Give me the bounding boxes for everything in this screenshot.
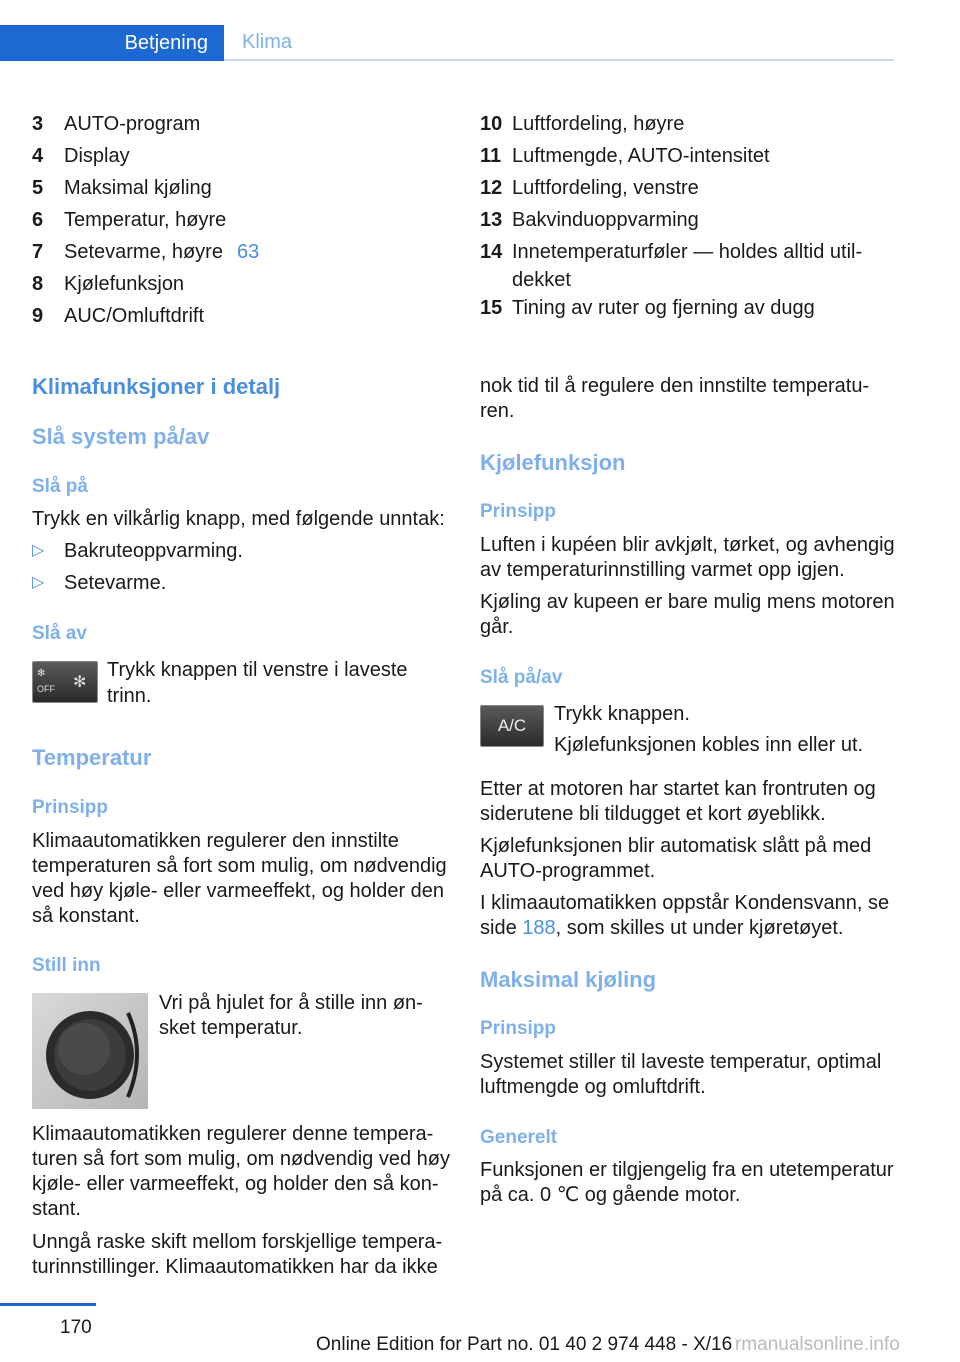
- text-kjoling: [480, 590, 910, 640]
- legend-text: Luftmengde, AUTO-intensitet: [512, 145, 770, 167]
- legend-number: 4: [32, 145, 44, 167]
- text-line: sket temperatur.: [159, 1017, 303, 1039]
- legend-number: 12: [480, 177, 503, 199]
- text-line: stant.: [32, 1198, 81, 1220]
- edition-line: Online Edition for Part no. 01 40 2 974 448 - X/16: [316, 1334, 733, 1355]
- triangle-bullet-icon: ▷: [32, 574, 45, 591]
- text-line: så konstant.: [32, 905, 140, 927]
- text-line: Funksjonen er tilgjengelig fra en utetemperatur: [480, 1159, 894, 1181]
- legend-number: 6: [32, 209, 44, 231]
- legend-number: 9: [32, 305, 44, 327]
- legend-item: [480, 140, 900, 172]
- legend-text: Luftfordeling, venstre: [512, 177, 699, 199]
- heading-klimafunksjoner: Klimafunksjoner i detalj: [32, 374, 281, 399]
- text-systemet: [480, 1050, 910, 1100]
- legend-item: [32, 108, 452, 140]
- fan-off-button-image: [32, 661, 98, 703]
- heading-kjolefunksjon: Kjølefunksjon: [480, 450, 626, 475]
- text-line: av temperaturinnstilling varmet opp igjen.: [480, 559, 845, 581]
- text-line: Unngå raske skift mellom forskjellige tempera-: [32, 1231, 443, 1253]
- legend-text: Tining av ruter og fjerning av dugg: [512, 297, 815, 319]
- legend-item: [32, 140, 452, 172]
- legend-text: Maksimal kjøling: [64, 177, 212, 199]
- text-line: nok tid til å regulere den innstilte temperatu-: [480, 375, 870, 397]
- legend-item: [480, 204, 900, 236]
- text-line: Kjøling av kupeen er bare mulig mens motoren: [480, 591, 895, 613]
- text-line: I klimaautomatikken oppstår Kondensvann, se: [480, 892, 890, 914]
- ac-button-image: A/C: [480, 705, 544, 747]
- watermark: rmanualsonline.info: [735, 1334, 900, 1355]
- legend-number: 14: [480, 241, 503, 263]
- text-etter: [480, 777, 910, 827]
- legend-list-left: [32, 108, 452, 332]
- text-line: turen så fort som mulig, om nødvendig ved høy: [32, 1148, 450, 1170]
- page-number-rule: [0, 1303, 96, 1306]
- text-regulerer: [32, 1122, 462, 1222]
- legend-number: 13: [480, 209, 503, 231]
- text-line: [480, 916, 910, 941]
- heading-slaa-paa: Slå på: [32, 476, 88, 497]
- text-funksjonen: [480, 1158, 910, 1208]
- bullet-list: [32, 535, 452, 599]
- legend-text: AUTO-program: [64, 113, 201, 135]
- legend-item: [32, 204, 452, 236]
- page-number: 170: [60, 1317, 92, 1338]
- tab-klima[interactable]: Klima: [224, 25, 894, 61]
- text-line: ren.: [480, 400, 515, 422]
- text-line: siderutene bli tildugget et kort øyeblikk.: [480, 803, 826, 825]
- legend-item: [480, 292, 900, 324]
- heading-slaa-av: Slå av: [32, 623, 87, 644]
- text-line: temperaturen så fort som mulig, om nødvendig: [32, 855, 447, 877]
- legend-item: [32, 268, 452, 300]
- text-line: Vri på hjulet for å stille inn øn-: [159, 992, 423, 1014]
- legend-text: AUC/Omluftdrift: [64, 305, 205, 327]
- page-link-188[interactable]: 188: [522, 917, 556, 939]
- text-line: Klimaautomatikken regulerer denne tempera-: [32, 1123, 434, 1145]
- text-trykk: Trykk en vilkårlig knapp, med følgende unntak:: [32, 508, 445, 530]
- list-item: [32, 567, 452, 599]
- legend-text: Temperatur, høyre: [64, 209, 227, 231]
- legend-item: [32, 172, 452, 204]
- legend-number: 11: [480, 145, 502, 167]
- fan-icon: ✻: [37, 668, 46, 679]
- rotary-knob-icon: [32, 993, 148, 1109]
- legend-item: [480, 172, 900, 204]
- legend-number: 5: [32, 177, 44, 199]
- text-line: AUTO-programmet.: [480, 860, 656, 882]
- fan-icon: ✻: [73, 674, 87, 691]
- text-off-2: trinn.: [107, 685, 152, 707]
- text-line: Systemet stiller til laveste temperatur, optimal: [480, 1051, 882, 1073]
- text-ac-2: Kjølefunksjonen kobles inn eller ut.: [554, 734, 864, 756]
- text-line: turinnstillinger. Klimaautomatikken har da ikke: [32, 1256, 438, 1278]
- text-cont: [480, 374, 910, 424]
- legend-item: [32, 236, 452, 268]
- legend-text: Setevarme, høyre 63: [64, 241, 260, 263]
- text-line: Luften i kupéen blir avkjølt, tørket, og avhengig: [480, 534, 895, 556]
- text-fragment: , som skilles ut under kjøretøyet.: [555, 917, 844, 939]
- bullet-text: Setevarme.: [64, 572, 167, 594]
- heading-still-inn: Still inn: [32, 955, 101, 976]
- heading-temperatur: Temperatur: [32, 745, 152, 770]
- legend-text: Innetemperaturføler — holdes alltid util- dekket: [512, 236, 900, 292]
- legend-text-continued: dekket: [512, 269, 571, 291]
- text-line: Etter at motoren har startet kan frontruten og: [480, 778, 876, 800]
- text-line: på ca. 0 ℃ og gående motor.: [480, 1184, 741, 1206]
- legend-number: 8: [32, 273, 44, 295]
- legend-list-right: [480, 108, 900, 324]
- heading-generelt: Generelt: [480, 1127, 558, 1148]
- text-auto: [480, 834, 910, 884]
- list-item: [32, 535, 452, 567]
- text-line: kjøle- eller varmeeffekt, og holder den så kon-: [32, 1173, 439, 1195]
- heading-prinsipp: Prinsipp: [32, 797, 109, 818]
- legend-number: 7: [32, 241, 44, 263]
- page-link[interactable]: 63: [236, 241, 260, 263]
- legend-text: Luftfordeling, høyre: [512, 113, 685, 135]
- legend-text: Bakvinduoppvarming: [512, 209, 699, 231]
- text-unngaa: [32, 1230, 462, 1280]
- text-still-inn: [159, 991, 423, 1041]
- heading-system: Slå system på/av: [32, 424, 210, 449]
- legend-item: [32, 300, 452, 332]
- text-line: ved høy kjøle- eller varmeeffekt, og holder den: [32, 880, 445, 902]
- heading-prinsipp-right: Prinsipp: [480, 501, 557, 522]
- text-kondensvann: [480, 891, 910, 941]
- legend-number: 10: [480, 113, 503, 135]
- heading-slaa-paa-av: Slå på/av: [480, 667, 563, 688]
- heading-maksimal: Maksimal kjøling: [480, 967, 657, 992]
- tab-betjening[interactable]: Betjening: [0, 25, 224, 61]
- text-fragment: side: [480, 917, 523, 939]
- legend-item: [480, 236, 900, 292]
- text-line: Klimaautomatikken regulerer den innstilte: [32, 830, 399, 852]
- text-ac-1: Trykk knappen.: [554, 703, 690, 725]
- heading-prinsipp-maks: Prinsipp: [480, 1018, 557, 1039]
- text-line: Kjølefunksjonen blir automatisk slått på med: [480, 835, 872, 857]
- text-line: går.: [480, 616, 514, 638]
- legend-number: 3: [32, 113, 44, 135]
- bullet-text: Bakruteoppvarming.: [64, 540, 243, 562]
- triangle-bullet-icon: ▷: [32, 542, 45, 559]
- text-luften: [480, 533, 910, 583]
- off-label: OFF: [37, 684, 55, 694]
- legend-item: [480, 108, 900, 140]
- legend-text: Kjølefunksjon: [64, 273, 185, 295]
- legend-number: 15: [480, 297, 503, 319]
- legend-text: Display: [64, 145, 130, 167]
- text-line: luftmengde og omluftdrift.: [480, 1076, 706, 1098]
- temperature-dial-image: [32, 993, 148, 1109]
- text-off-1: Trykk knappen til venstre i laveste: [107, 659, 408, 681]
- text-prinsipp: [32, 829, 462, 929]
